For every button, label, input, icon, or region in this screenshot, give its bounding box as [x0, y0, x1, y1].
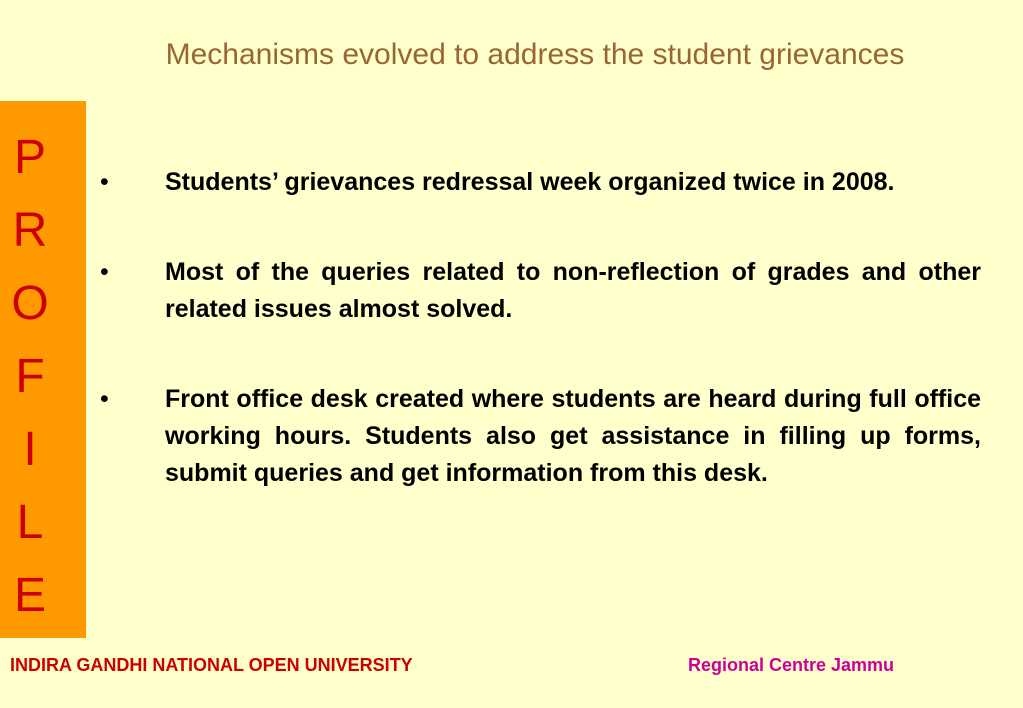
profile-letter: R	[12, 204, 48, 257]
profile-sidebar	[0, 101, 86, 638]
bullet-text: Students’ grievances redressal week organized twice in 2008.	[165, 168, 895, 196]
profile-letter: O	[11, 277, 49, 330]
bullet-item	[96, 164, 981, 201]
bullet-item	[96, 381, 981, 492]
profile-letter: I	[23, 423, 37, 476]
profile-letter: F	[15, 350, 45, 403]
bullet-list	[96, 164, 981, 545]
slide-title: Mechanisms evolved to address the student grievances	[165, 38, 905, 71]
bullet-text: Most of the queries related to non-reflection of grades and other related issues almost solved.	[165, 258, 981, 323]
profile-letter: P	[13, 131, 46, 184]
bullet-dot-icon: •	[100, 258, 109, 286]
profile-letter: E	[13, 569, 46, 622]
footer-university: INDIRA GANDHI NATIONAL OPEN UNIVERSITY	[10, 655, 413, 675]
bullet-dot-icon: •	[100, 385, 109, 413]
profile-letters	[0, 121, 60, 632]
footer-regional-centre: Regional Centre Jammu	[688, 655, 895, 675]
bullet-dot-icon: •	[100, 168, 109, 196]
profile-letter: L	[16, 496, 44, 549]
bullet-text: Front office desk created where students are heard during full office working hours. Students also get assistance in filling up forms, submit queries and get information from this desk.	[165, 385, 981, 487]
bullet-item	[96, 254, 981, 328]
